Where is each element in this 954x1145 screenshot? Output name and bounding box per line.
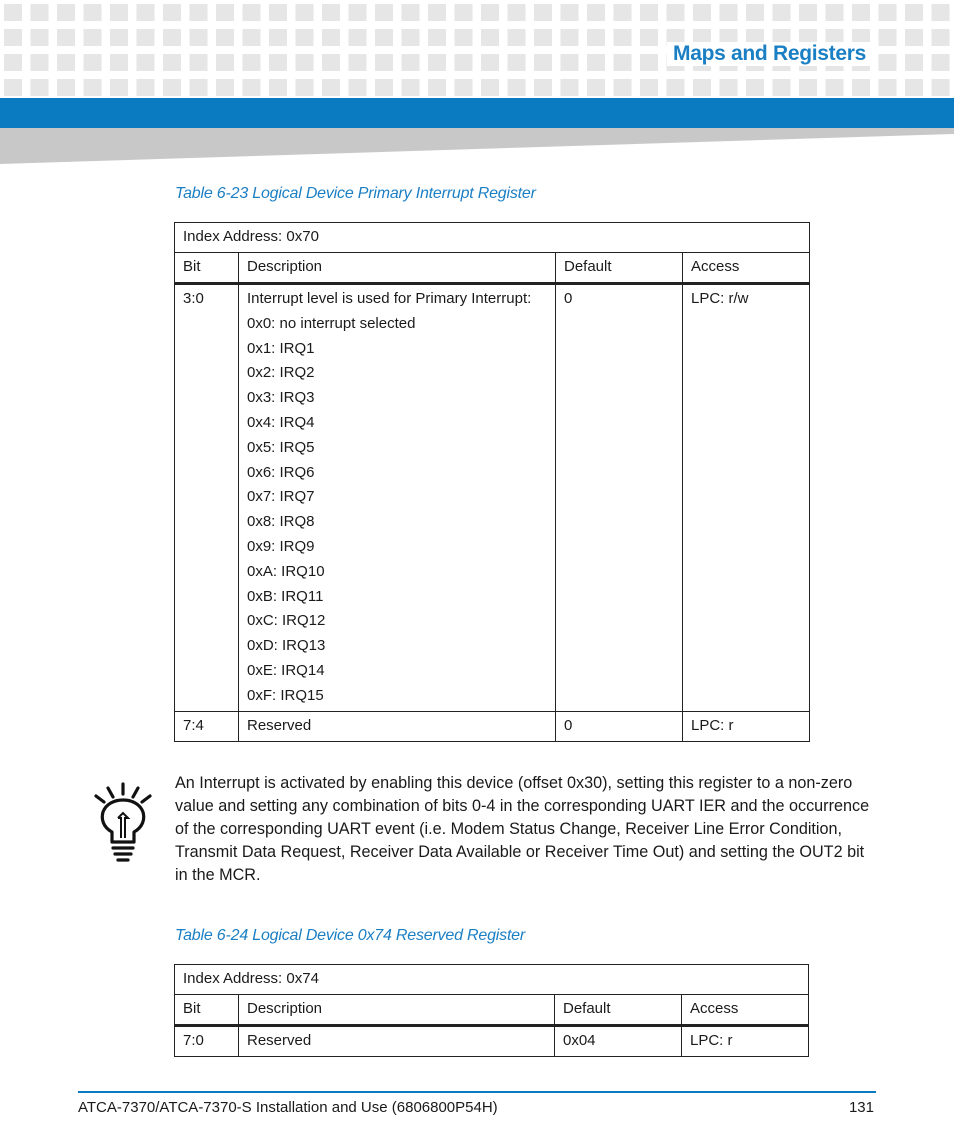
table1-index-row bbox=[175, 223, 810, 253]
header-pattern-square bbox=[799, 4, 817, 21]
lightbulb-icon bbox=[92, 782, 154, 866]
header-pattern-square bbox=[561, 54, 579, 71]
header-pattern-square bbox=[826, 4, 844, 21]
header-pattern-square bbox=[746, 4, 764, 21]
footer-rule bbox=[78, 1091, 876, 1093]
header-pattern-square bbox=[614, 79, 632, 96]
header-pattern-square bbox=[667, 4, 685, 21]
description-line: 0xE: IRQ14 bbox=[247, 661, 325, 679]
table1-header-row bbox=[175, 253, 810, 284]
header-pattern-square bbox=[216, 79, 234, 96]
header-pattern-square bbox=[31, 4, 49, 21]
description-line: 0x9: IRQ9 bbox=[247, 537, 315, 555]
table-row bbox=[175, 284, 810, 712]
header-pattern-square bbox=[57, 29, 75, 46]
header-pattern-square bbox=[190, 54, 208, 71]
header-pattern-square bbox=[190, 79, 208, 96]
header-pattern-square bbox=[640, 54, 658, 71]
table1 bbox=[174, 222, 810, 742]
header-pattern-square bbox=[190, 29, 208, 46]
header-pattern-square bbox=[402, 79, 420, 96]
table2 bbox=[174, 964, 809, 1057]
table2-col-description: Description bbox=[239, 995, 555, 1026]
description-line: 0x5: IRQ5 bbox=[247, 438, 315, 456]
header-pattern-square bbox=[4, 29, 22, 46]
header-pattern-square bbox=[375, 79, 393, 96]
description-line: 0x7: IRQ7 bbox=[247, 488, 315, 506]
description-line: 0x2: IRQ2 bbox=[247, 364, 315, 382]
header-pattern-square bbox=[640, 4, 658, 21]
header-pattern-square bbox=[269, 29, 287, 46]
header-pattern-square bbox=[216, 54, 234, 71]
header-pattern-square bbox=[879, 29, 897, 46]
header-pattern-square bbox=[534, 29, 552, 46]
header-pattern-square bbox=[322, 29, 340, 46]
header-pattern-square bbox=[243, 4, 261, 21]
header-pattern-square bbox=[481, 54, 499, 71]
header-pattern-square bbox=[57, 4, 75, 21]
footer-document-title: ATCA-7370/ATCA-7370-S Installation and Use (6806800P54H) bbox=[78, 1099, 498, 1116]
table1-row1-default: 0 bbox=[556, 284, 683, 712]
header-pattern-square bbox=[84, 4, 102, 21]
table2-row1-default: 0x04 bbox=[555, 1026, 682, 1057]
header-pattern-square bbox=[137, 54, 155, 71]
description-line: 0x6: IRQ6 bbox=[247, 463, 315, 481]
header-pattern-square bbox=[587, 29, 605, 46]
header-pattern-square bbox=[110, 54, 128, 71]
header-pattern-square bbox=[799, 79, 817, 96]
header-pattern-square bbox=[428, 29, 446, 46]
table1-row2-description: Reserved bbox=[239, 711, 556, 741]
table1-row1-description bbox=[239, 284, 556, 712]
header-pattern-square bbox=[402, 54, 420, 71]
header-pattern-square bbox=[614, 54, 632, 71]
description-line: 0xB: IRQ11 bbox=[247, 587, 324, 605]
header-pattern-square bbox=[455, 4, 473, 21]
header-pattern-square bbox=[349, 4, 367, 21]
header-pattern-square bbox=[4, 79, 22, 96]
header-pattern-square bbox=[932, 29, 950, 46]
header-pattern-square bbox=[773, 79, 791, 96]
header-pattern-square bbox=[879, 79, 897, 96]
table1-row1-bit: 3:0 bbox=[175, 284, 239, 712]
header-pattern-square bbox=[455, 79, 473, 96]
header-pattern-square bbox=[693, 4, 711, 21]
header-pattern-square bbox=[826, 79, 844, 96]
page-title: Maps and Registers bbox=[667, 42, 872, 66]
header-pattern-square bbox=[31, 79, 49, 96]
note-text: An Interrupt is activated by enabling this device (offset 0x30), setting this register to a non-zero value and setting any combination of bits 0-4 in the corresponding UART IER and the occurrence of the corresponding UART event (i.e. Modem Status Change, Receiver Line Error Condition, Transmit Data Request, Receiver Data Available or Receiver Time Out) and setting the OUT2 bit in the MCR. bbox=[175, 774, 870, 884]
table1-row2-default: 0 bbox=[556, 711, 683, 741]
table2-col-access: Access bbox=[682, 995, 809, 1026]
header-pattern-square bbox=[269, 54, 287, 71]
header-pattern-square bbox=[534, 54, 552, 71]
header-pattern-square bbox=[667, 79, 685, 96]
header-pattern-square bbox=[349, 79, 367, 96]
description-line: 0xD: IRQ13 bbox=[247, 637, 326, 655]
header-pattern-square bbox=[561, 29, 579, 46]
header-pattern-square bbox=[31, 54, 49, 71]
header-blue-bar bbox=[0, 98, 954, 128]
header-pattern-square bbox=[216, 29, 234, 46]
header-pattern-square bbox=[455, 54, 473, 71]
header-pattern-square bbox=[137, 79, 155, 96]
header-pattern-square bbox=[137, 29, 155, 46]
header-pattern-square bbox=[640, 79, 658, 96]
description-line: 0x0: no interrupt selected bbox=[247, 314, 416, 332]
header-pattern-square bbox=[163, 54, 181, 71]
header-pattern-square bbox=[57, 54, 75, 71]
header-pattern-square bbox=[720, 79, 738, 96]
header-pattern-square bbox=[428, 79, 446, 96]
table2-row1-bit: 7:0 bbox=[175, 1026, 239, 1057]
header-pattern-square bbox=[296, 4, 314, 21]
header-pattern-square bbox=[163, 29, 181, 46]
header-pattern-square bbox=[693, 79, 711, 96]
table2-index-row bbox=[175, 965, 809, 995]
header-pattern-square bbox=[349, 54, 367, 71]
header-pattern-square bbox=[402, 4, 420, 21]
header-pattern-square bbox=[481, 79, 499, 96]
header-pattern-square bbox=[932, 4, 950, 21]
header-pattern-square bbox=[508, 54, 526, 71]
table2-header-row bbox=[175, 995, 809, 1026]
header-pattern-square bbox=[905, 29, 923, 46]
table1-col-description: Description bbox=[239, 253, 556, 284]
description-line: 0x4: IRQ4 bbox=[247, 413, 315, 431]
header-pattern-square bbox=[137, 4, 155, 21]
header-pattern-square bbox=[879, 54, 897, 71]
header-pattern-square bbox=[4, 4, 22, 21]
header-pattern-square bbox=[561, 79, 579, 96]
header-pattern-square bbox=[84, 29, 102, 46]
header-pattern-square bbox=[4, 54, 22, 71]
header-pattern-square bbox=[508, 29, 526, 46]
table2-index-address: Index Address: 0x74 bbox=[175, 965, 809, 995]
header-pattern-square bbox=[31, 29, 49, 46]
header-pattern-square bbox=[110, 4, 128, 21]
header-pattern-square bbox=[587, 54, 605, 71]
header-pattern-square bbox=[852, 79, 870, 96]
header-pattern-square bbox=[243, 79, 261, 96]
header-pattern-square bbox=[296, 29, 314, 46]
header-pattern-square bbox=[84, 79, 102, 96]
header-pattern-square bbox=[879, 4, 897, 21]
description-line: 0xF: IRQ15 bbox=[247, 686, 324, 704]
header-pattern-square bbox=[243, 29, 261, 46]
description-line: 0x3: IRQ3 bbox=[247, 389, 315, 407]
table1-row2-bit: 7:4 bbox=[175, 711, 239, 741]
header-pattern-square bbox=[905, 4, 923, 21]
header-pattern-square bbox=[932, 79, 950, 96]
header-pattern-square bbox=[110, 79, 128, 96]
header-pattern-square bbox=[375, 4, 393, 21]
table1-caption: Table 6-23 Logical Device Primary Interrupt Register bbox=[175, 185, 536, 202]
header-pattern-square bbox=[375, 54, 393, 71]
header-pattern-square bbox=[428, 54, 446, 71]
header-pattern-square bbox=[110, 29, 128, 46]
header-pattern-square bbox=[614, 29, 632, 46]
header-pattern-square bbox=[587, 4, 605, 21]
table1-col-bit: Bit bbox=[175, 253, 239, 284]
header-pattern-square bbox=[163, 79, 181, 96]
header-pattern-square bbox=[322, 54, 340, 71]
header-pattern-square bbox=[402, 29, 420, 46]
header-pattern-square bbox=[428, 4, 446, 21]
header-pattern-square bbox=[455, 29, 473, 46]
header-pattern-square bbox=[375, 29, 393, 46]
header-pattern-square bbox=[349, 29, 367, 46]
table1-row2-access: LPC: r bbox=[683, 711, 810, 741]
table1-col-access: Access bbox=[683, 253, 810, 284]
header-pattern-square bbox=[481, 4, 499, 21]
table-row bbox=[175, 711, 810, 741]
header-pattern-square bbox=[508, 4, 526, 21]
table-row bbox=[175, 1026, 809, 1057]
header-pattern-square bbox=[216, 4, 234, 21]
description-line: 0x8: IRQ8 bbox=[247, 513, 315, 531]
header-pattern-square bbox=[534, 4, 552, 21]
table1-row1-access: LPC: r/w bbox=[683, 284, 810, 712]
header-pattern-square bbox=[720, 4, 738, 21]
table1-index-address: Index Address: 0x70 bbox=[175, 223, 810, 253]
header-pattern-square bbox=[614, 4, 632, 21]
header-pattern-square bbox=[852, 4, 870, 21]
header-pattern-square bbox=[508, 79, 526, 96]
table1-col-default: Default bbox=[556, 253, 683, 284]
header-pattern-square bbox=[322, 79, 340, 96]
table2-row1-description: Reserved bbox=[239, 1026, 555, 1057]
header-pattern-square bbox=[773, 4, 791, 21]
header-pattern-square bbox=[905, 79, 923, 96]
header-pattern-square bbox=[587, 79, 605, 96]
header-pattern-square bbox=[746, 79, 764, 96]
header-pattern-square bbox=[296, 79, 314, 96]
header-pattern-square bbox=[561, 4, 579, 21]
table2-caption: Table 6-24 Logical Device 0x74 Reserved Register bbox=[175, 927, 526, 944]
header-pattern-square bbox=[481, 29, 499, 46]
page-number: 131 bbox=[848, 1099, 874, 1116]
header-pattern-square bbox=[640, 29, 658, 46]
header-grey-wedge bbox=[0, 128, 954, 164]
header-pattern-square bbox=[296, 54, 314, 71]
header-pattern-square bbox=[269, 79, 287, 96]
header-pattern-square bbox=[269, 4, 287, 21]
header-pattern-square bbox=[322, 4, 340, 21]
header-pattern-square bbox=[534, 79, 552, 96]
header-pattern-square bbox=[57, 79, 75, 96]
description-line: 0x1: IRQ1 bbox=[247, 339, 315, 357]
table2-row1-access: LPC: r bbox=[682, 1026, 809, 1057]
header-pattern-square bbox=[84, 54, 102, 71]
header-pattern-square bbox=[163, 4, 181, 21]
description-line: 0xC: IRQ12 bbox=[247, 612, 326, 630]
header-pattern-square bbox=[243, 54, 261, 71]
header-pattern-square bbox=[190, 4, 208, 21]
description-line: Interrupt level is used for Primary Interrupt: bbox=[247, 290, 532, 307]
table2-col-bit: Bit bbox=[175, 995, 239, 1026]
table2-col-default: Default bbox=[555, 995, 682, 1026]
description-line: 0xA: IRQ10 bbox=[247, 562, 325, 580]
header-pattern-square bbox=[932, 54, 950, 71]
header-pattern-square bbox=[905, 54, 923, 71]
